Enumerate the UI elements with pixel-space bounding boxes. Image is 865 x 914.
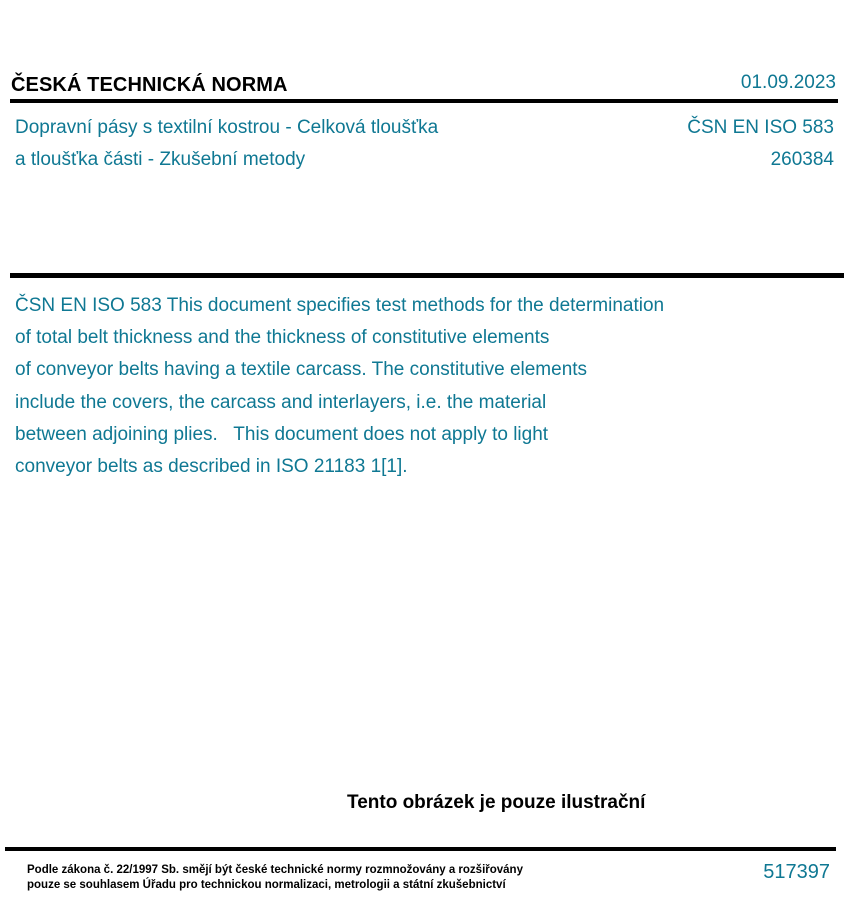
footer-divider <box>5 847 836 851</box>
legal-notice-line-2: pouze se souhlasem Úřadu pro technickou normalizaci, metrologii a státní zkušebnictví <box>27 879 506 891</box>
section-divider <box>10 273 844 278</box>
abstract-line: between adjoining plies. This document does not apply to light <box>15 423 549 445</box>
legal-notice-line-1: Podle zákona č. 22/1997 Sb. smějí být české technické normy rozmnožovány a rozšiřovány <box>27 864 523 876</box>
abstract-line: conveyor belts as described in ISO 21183 1[1]. <box>15 456 408 478</box>
standard-title-line-2: a tloušťka části - Zkušební metody <box>15 149 306 170</box>
document-id: 517397 <box>763 861 830 883</box>
abstract <box>15 290 775 483</box>
illustrative-notice: Tento obrázek je pouze ilustrační <box>347 792 646 813</box>
abstract-line: ČSN EN ISO 583 This document specifies test methods for the determination <box>15 295 665 316</box>
standard-code: ČSN EN ISO 583 <box>687 117 834 138</box>
document-heading: ČESKÁ TECHNICKÁ NORMA <box>11 74 288 96</box>
classification-number: 260384 <box>770 149 834 170</box>
abstract-line: of conveyor belts having a textile carcass. The constitutive elements <box>15 359 588 381</box>
abstract-line: include the covers, the carcass and interlayers, i.e. the material <box>15 391 547 413</box>
header-divider <box>10 99 838 103</box>
publication-date: 01.09.2023 <box>740 72 836 93</box>
standard-title-line-1: Dopravní pásy s textilní kostrou - Celková tloušťka <box>15 117 439 138</box>
abstract-line: of total belt thickness and the thickness of constitutive elements <box>15 327 550 349</box>
